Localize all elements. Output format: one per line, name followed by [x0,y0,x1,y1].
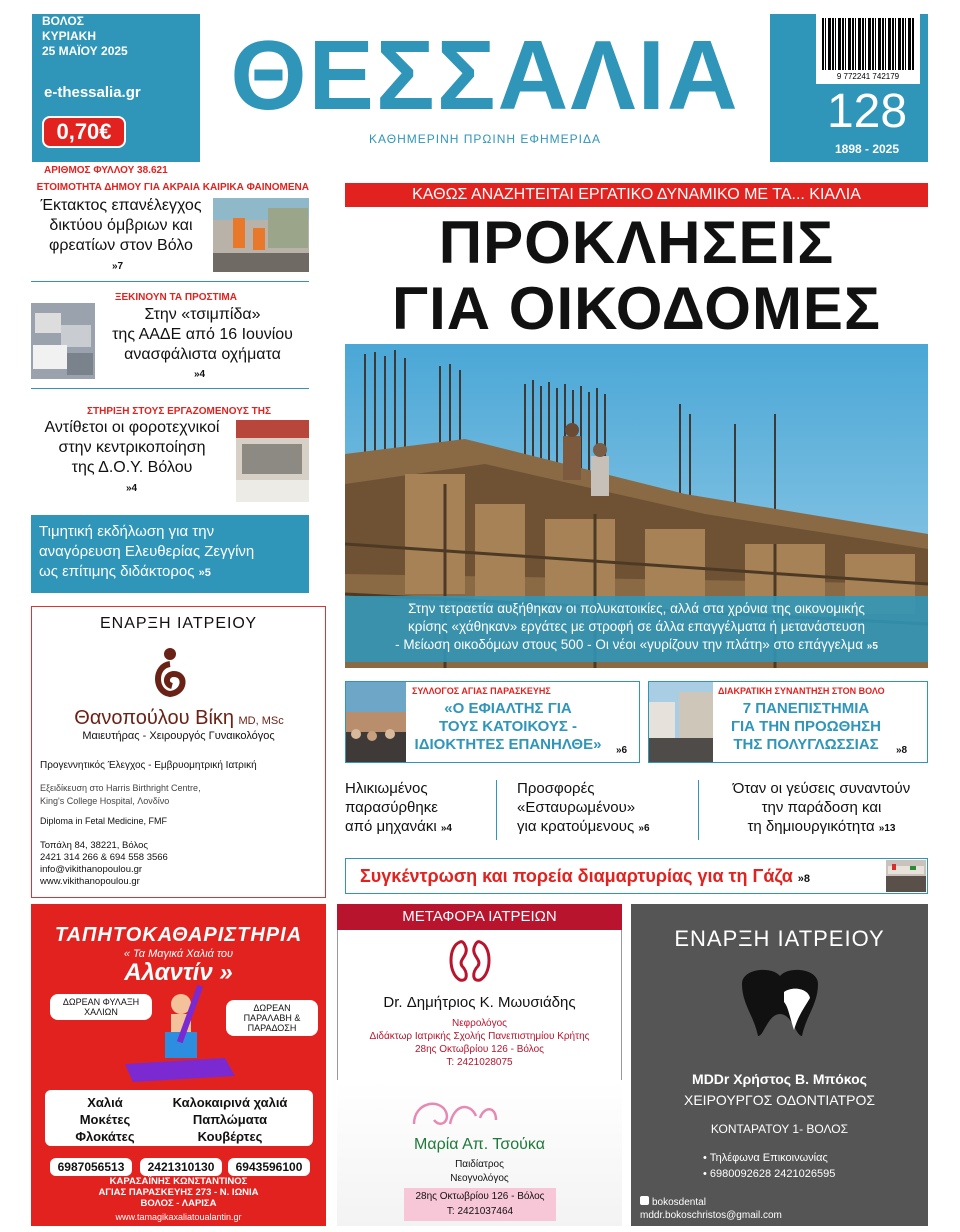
divider [698,780,699,840]
doctor-training [40,782,201,808]
sub-story-kicker: ΣΥΛΛΟΓΟΣ ΑΓΙΑΣ ΠΑΡΑΣΚΕΥΗΣ [412,686,551,696]
short-news-item[interactable] [715,779,928,838]
page-ref: »4 [440,823,452,834]
short-news-item[interactable] [345,779,485,838]
sub-title-line: ΓΙΑ ΤΗΝ ΠΡΟΩΘΗΣΗ [730,718,882,735]
page-ref: »4 [126,483,138,494]
caption-line: - Μείωση οικοδόμων στους 500 - Οι νέοι «γυρίζουν την πλάτη» στο επάγγελμα [395,637,863,652]
news-line: Αντίθετοι οι φοροτεχνικοί [44,419,220,436]
short-news-line: από μηχανάκι [345,818,437,835]
carpet-item: Φλοκάτες [75,1129,135,1144]
event-line: Τιμητική εκδήλωση για την [39,523,215,540]
dental-online [640,1196,782,1222]
news-line: Στην «τσιμπίδα» [144,306,261,323]
news-item[interactable] [31,196,211,256]
sub-story-title [714,700,898,754]
tooth-logo-icon [732,964,828,1045]
doctor-email: info@vikithanopoulou.gr [40,864,143,875]
event-line: αναγόρευση Ελευθερίας Ζεγγίνη [39,543,255,560]
newspaper-logo: ΘΕΣΣΑΛΙΑ [230,20,740,130]
short-news-line: Όταν οι γεύσεις συναντούν [732,780,911,797]
carpet-item: Κουβέρτες [197,1129,263,1144]
move-title: ΜΕΤΑΦΟΡΑ ΙΑΤΡΕΙΩΝ [337,904,622,930]
social-icon [640,1196,649,1205]
carpet-phone[interactable]: 6987056513 [50,1158,132,1176]
carpet-item: Καλοκαιρινά χαλιά [172,1095,288,1110]
doctor2-specialty: Παιδίατρος [455,1159,504,1170]
doctor-website: www.vikithanopoulou.gr [40,876,140,887]
news-kicker: ΞΕΚΙΝΟΥΝ ΤΑ ΠΡΟΣΤΙΜΑ [115,292,237,303]
sub-story-title [406,700,610,754]
carpet-items-right [155,1094,305,1145]
news-line: Έκτακτος επανέλεγχος [40,197,202,214]
training-line: King's College Hospital, Λονδίνο [40,796,170,806]
doctor1-desc: Διδάκτωρ Ιατρικής Σχολής Πανεπιστημίου Κρήτης [369,1031,590,1042]
news-kicker: ΣΤΗΡΙΞΗ ΣΤΟΥΣ ΕΡΓΑΖΟΜΕΝΟΥΣ ΤΗΣ [87,406,271,417]
event-box[interactable] [31,515,309,593]
carpet-subtitle: « Τα Μαγικά Χαλιά του [123,948,234,960]
news-item[interactable] [96,305,309,365]
carpet-item: Μοκέτες [79,1112,131,1127]
doctor-services: Προγεννητικός Έλεγχος - Εμβρυομητρική Ιατρική [40,760,257,771]
carpet-title: ΤΑΠΗΤΟΚΑΘΑΡΙΣΤΗΡΙΑ [54,924,303,946]
masthead-date-block [42,14,128,59]
dental-phone-numbers: • 6980092628 2421026595 [703,1168,836,1180]
doctor-name-line [40,707,318,730]
sub-title-line: ΤΟΥΣ ΚΑΤΟΙΚΟΥΣ - [438,718,578,735]
dental-email[interactable]: mddr.bokoschristos@gmail.com [640,1210,782,1221]
barcode-number: 9 772241 742179 [836,72,900,81]
doctor2-phone: Τ: 2421037464 [446,1206,514,1217]
short-news-line: παρασύρθηκε [345,799,438,816]
website-link[interactable]: e-thessalia.gr [44,84,141,101]
ad-title: ΕΝΑΡΞΗ ΙΑΤΡΕΙΟΥ [99,615,258,632]
doctor1-address: 28ης Οκτωβρίου 126 - Βόλος [415,1044,544,1055]
doctor-address: Τοπάλη 84, 38221, Βόλος [40,840,148,851]
tagline: ΚΑΘΗΜΕΡΙΝΗ ΠΡΩΙΝΗ ΕΦΗΜΕΡΙΔΑ [368,132,601,146]
dental-phones [703,1150,835,1182]
doctor1-phone: Τ: 2421028075 [446,1057,513,1068]
short-news-line: την παράδοση και [761,799,882,816]
carpet-brand: Αλαντίν » [124,959,233,986]
city: ΒΟΛΟΣ [42,14,84,28]
short-news-item[interactable] [517,779,692,838]
news-line: ανασφάλιστα οχήματα [124,346,281,363]
event-line: ως επίτιμης διδάκτορος [39,563,195,580]
page-ref: »4 [194,369,206,380]
news-item[interactable] [31,418,233,478]
page-ref: »8 [896,745,908,756]
main-kicker: ΚΑΘΩΣ ΑΝΑΖΗΤΕΙΤΑΙ ΕΡΓΑΤΙΚΟ ΔΥΝΑΜΙΚΟ ΜΕ ΤΑ... ΚΙΑΛΙΑ [345,183,928,207]
short-news-line: «Εσταυρωμένου» [517,799,636,816]
page-ref: »13 [878,823,896,834]
carpet-cities: ΒΟΛΟΣ - ΛΑΡΙΣΑ [140,1198,217,1209]
divider [496,780,497,840]
short-news-line: Ηλικιωμένος [345,780,428,797]
sub-title-line: ΙΔΙΟΚΤΗΤΕΣ ΕΠΑΝΗΛΘΕ» [414,736,602,753]
carpet-item: Παπλώματα [192,1112,268,1127]
page-ref: »6 [638,823,650,834]
carpet-address: ΑΓΙΑΣ ΠΑΡΑΣΚΕΥΗΣ 273 - Ν. ΙΩΝΙΑ [98,1187,259,1198]
doctor1-specialty: Νεφρολόγος [451,1018,507,1029]
news-line: της Δ.Ο.Υ. Βόλου [71,459,193,476]
gaza-text: Συγκέντρωση και πορεία διαμαρτυρίας για τη Γάζα [360,866,793,886]
short-news-line: τη δημιουργικότητα [747,818,875,835]
main-headline-line2[interactable]: ΓΙΑ ΟΙΚΟΔΟΜΕΣ [392,275,881,342]
carpet-phone[interactable]: 6943596100 [228,1158,310,1176]
sub-story-photo-protest [346,682,406,762]
baby-logo-icon [410,1094,500,1139]
doctor-degree: MD, MSc [238,715,284,727]
sub-title-line: «Ο ΕΦΙΑΛΤΗΣ ΓΙΑ [444,700,572,717]
doctor-logo-icon [148,646,192,703]
doctor2-specialty: Νεογνολόγος [450,1173,509,1184]
gaza-headline [360,866,810,887]
doctor-contacts [40,840,168,888]
dental-address: ΚΟΝΤΑΡΑΤΟΥ 1- ΒΟΛΟΣ [710,1122,849,1136]
news-line: στην κεντρικοποίηση [58,439,206,456]
news-photo-cars [31,303,95,379]
carpet-address-block [31,1176,326,1209]
move-doctor1-info [337,1017,622,1069]
issue-number: ΑΡΙΘΜΟΣ ΦΥΛΛΟΥ 38.621 [44,165,168,176]
sub-story-kicker: ΔΙΑΚΡΑΤΙΚΗ ΣΥΝΑΝΤΗΣΗ ΣΤΟΝ ΒΟΛΟ [718,686,885,696]
news-photo-office [236,420,309,502]
sub-story-photo-meeting [649,682,713,762]
news-kicker: ΕΤΟΙΜΟΤΗΤΑ ΔΗΜΟΥ ΓΙΑ ΑΚΡΑΙΑ ΚΑΙΡΙΚΑ ΦΑΙΝΟΜΕΝΑ [36,182,309,193]
page-ref: »7 [112,261,124,272]
divider [31,388,309,389]
carpet-owner: ΚΑΡΑΣΑΪΝΗΣ ΚΩΝΣΤΑΝΤΙΝΟΣ [109,1176,248,1187]
carpet-free-storage: ΔΩΡΕΑΝ ΦΥΛΑΞΗ ΧΑΛΙΩΝ [50,994,152,1020]
dental-doctor-name: MDDr Χρήστος Β. Μπόκος [692,1071,867,1087]
doctor-specialty: Μαιευτήρας - Χειρουργός Γυναικολόγος [82,730,275,742]
doctor-name: Θανοπούλου Βίκη [74,707,235,729]
move-doctor2-specialty [337,1158,622,1186]
page-ref: »8 [797,873,811,885]
carpet-website[interactable]: www.tamagikaxaliatoualantin.gr [115,1212,242,1222]
dental-phones-label: • Τηλέφωνα Επικοινωνίας [703,1152,828,1164]
date: 25 ΜΑΪΟΥ 2025 [42,44,128,58]
doctor-phones: 2421 314 266 & 694 558 3566 [40,852,168,863]
move-doctor1-name: Dr. Δημήτριος Κ. Μωυσιάδης [383,994,576,1011]
news-line: δικτύου όμβριων και [49,217,193,234]
move-doctor2-name: Μαρία Απ. Τσούκα [414,1136,545,1153]
carpet-item: Χαλιά [87,1095,123,1110]
doctor-diploma: Diploma in Fetal Medicine, FMF [40,816,168,826]
caption-line: Στην τετραετία αυξήθηκαν οι πολυκατοικίες, αλλά στα χρόνια της οικονομικής [408,601,865,616]
dental-specialty: ΧΕΙΡΟΥΡΓΟΣ ΟΔΟΝΤΙΑΤΡΟΣ [684,1092,875,1108]
price-badge: 0,70€ [42,116,126,148]
dental-title: ΕΝΑΡΞΗ ΙΑΤΡΕΙΟΥ [674,926,885,951]
news-line: φρεατίων στον Βόλο [49,237,193,254]
genie-carpet-icon [125,984,235,1089]
page-ref: »5 [198,567,211,579]
divider [31,281,309,282]
carpet-phone[interactable]: 2421310130 [140,1158,222,1176]
carpet-items-left [55,1094,155,1145]
day: ΚΥΡΙΑΚΗ [42,29,97,43]
news-line: της ΑΑΔΕ από 16 Ιουνίου [112,326,293,343]
carpet-free-pickup: ΔΩΡΕΑΝ ΠΑΡΑΛΑΒΗ & ΠΑΡΑΔΟΣΗ [226,1000,318,1036]
years-range: 1898 - 2025 [834,142,900,156]
kidney-logo-icon [446,936,496,991]
doctor2-address: 28ης Οκτωβρίου 126 - Βόλος [415,1191,545,1202]
dental-social[interactable]: bokosdental [652,1197,706,1208]
page-ref: »6 [616,745,628,756]
gaza-photo [886,860,926,892]
move-doctor2-contact [404,1188,556,1221]
sub-title-line: ΤΗΣ ΠΟΛΥΓΛΩΣΣΙΑΣ [733,736,879,753]
short-news-line: για κρατούμενους [517,818,635,835]
news-photo-workers [213,198,309,272]
main-headline-line1[interactable]: ΠΡΟΚΛΗΣΕΙΣ [438,209,835,276]
caption-line: κρίσης «χάθηκαν» εργάτες με στροφή σε άλλα επαγγέλματα ή μετανάστευση [408,619,865,634]
years-count: 128 [826,85,908,138]
sub-title-line: 7 ΠΑΝΕΠΙΣΤΗΜΙΑ [742,700,870,717]
training-line: Εξειδίκευση στο Harris Birthright Centre, [40,783,201,793]
short-news-line: Προσφορές [517,780,595,797]
page-ref: »5 [866,641,878,652]
main-caption [345,596,928,662]
